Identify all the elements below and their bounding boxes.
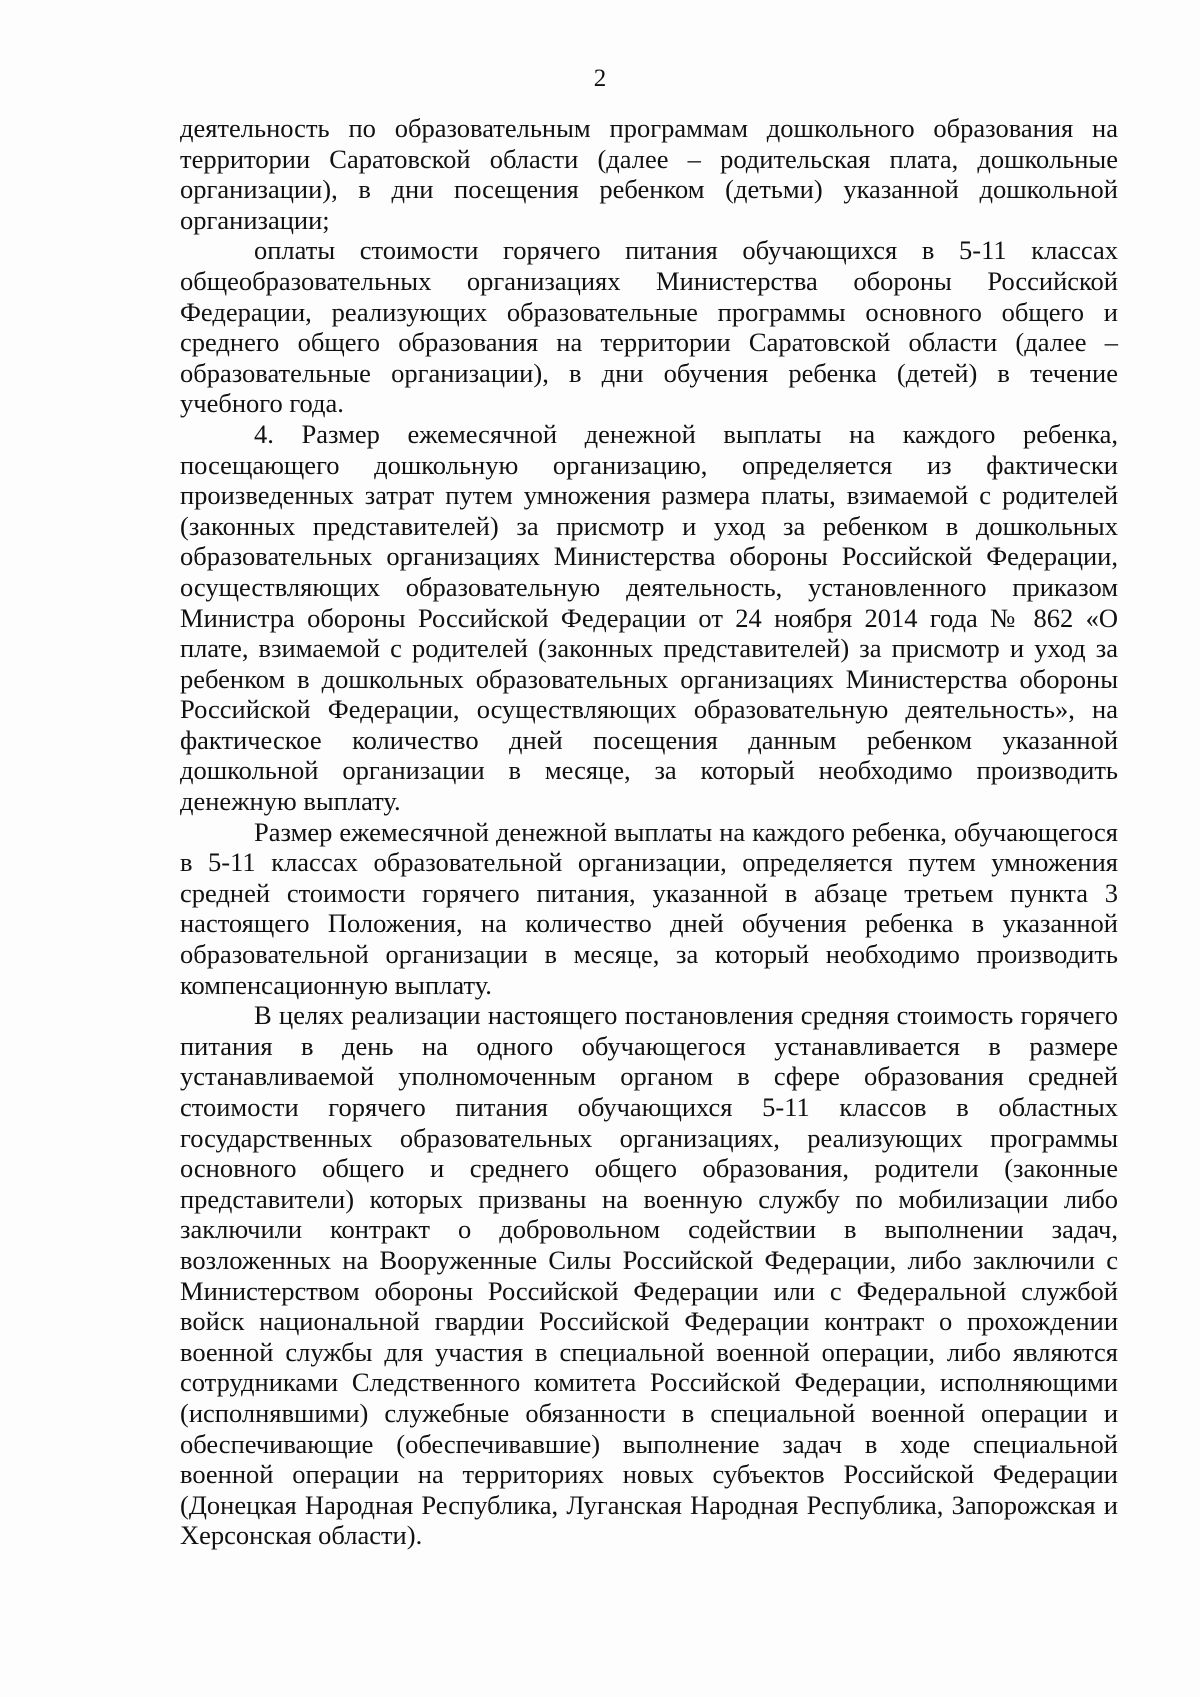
paragraph-meal-cost: оплаты стоимости горячего питания обучающихся в 5-11 классах общеобразовательных организациях Министерства обороны Российской Федерации, реализующих образовательные программы основного общего и среднего общего образования на территории Саратовской области (далее – образовательные организации), в дни обучения ребенка (детей) в течение учебного года.	[180, 235, 1118, 419]
paragraph-continuation: деятельность по образовательным программам дошкольного образования на территории Саратовской области (далее – родительская плата, дошкольные организации), в дни посещения ребенком (детьми) указанной дошкольной организации;	[180, 113, 1118, 235]
page-number: 2	[593, 65, 607, 92]
paragraph-item-4: 4. Размер ежемесячной денежной выплаты на каждого ребенка, посещающего дошкольную организацию, определяется из фактически произведенных затрат путем умножения размера платы, взимаемой с родителей (законных представителей) за присмотр и уход за ребенком в дошкольных образовательных организациях Министерства обороны Российской Федерации, осуществляющих образовательную деятельность, установленного приказом Министра обороны Российской Федерации от 24 ноября 2014 года № 862 «О плате, взимаемой с родителей (законных представителей) за присмотр и уход за ребенком в дошкольных образовательных организациях Министерства обороны Российской Федерации, осуществляющих образовательную деятельность», на фактическое количество дней посещения данным ребенком указанной дошкольной организации в месяце, за который необходимо производить денежную выплату.	[180, 418, 1118, 817]
paragraph-payment-size: Размер ежемесячной денежной выплаты на каждого ребенка, обучающегося в 5-11 классах образовательной организации, определяется путем умножения средней стоимости горячего питания, указанной в абзаце третьем пункта 3 настоящего Положения, на количество дней обучения ребенка в указанной образовательной организации в месяце, за который необходимо производить компенсационную выплату.	[180, 816, 1118, 1000]
paragraph-average-cost: В целях реализации настоящего постановления средняя стоимость горячего питания в день на одного обучающегося устанавливается в размере устанавливаемой уполномоченным органом в сфере образования средней стоимости горячего питания обучающихся 5-11 классов в областных государственных образовательных организациях, реализующих программы основного общего и среднего общего образования, родители (законные представители) которых призваны на военную службу по мобилизации либо заключили контракт о добровольном содействии в выполнении задач, возложенных на Вооруженные Силы Российской Федерации, либо заключили с Министерством обороны Российской Федерации или с Федеральной службой войск национальной гвардии Российской Федерации контракт о прохождении военной службы для участия в специальной военной операции, либо являются сотрудниками Следственного комитета Российской Федерации, исполняющими (исполнявшими) служебные обязанности в специальной военной операции и обеспечивающие (обеспечивавшие) выполнение задач в ходе специальной военной операции на территориях новых субъектов Российской Федерации (Донецкая Народная Республика, Луганская Народная Республика, Запорожская и Херсонская области).	[180, 1000, 1118, 1551]
document-body	[180, 113, 1118, 1551]
